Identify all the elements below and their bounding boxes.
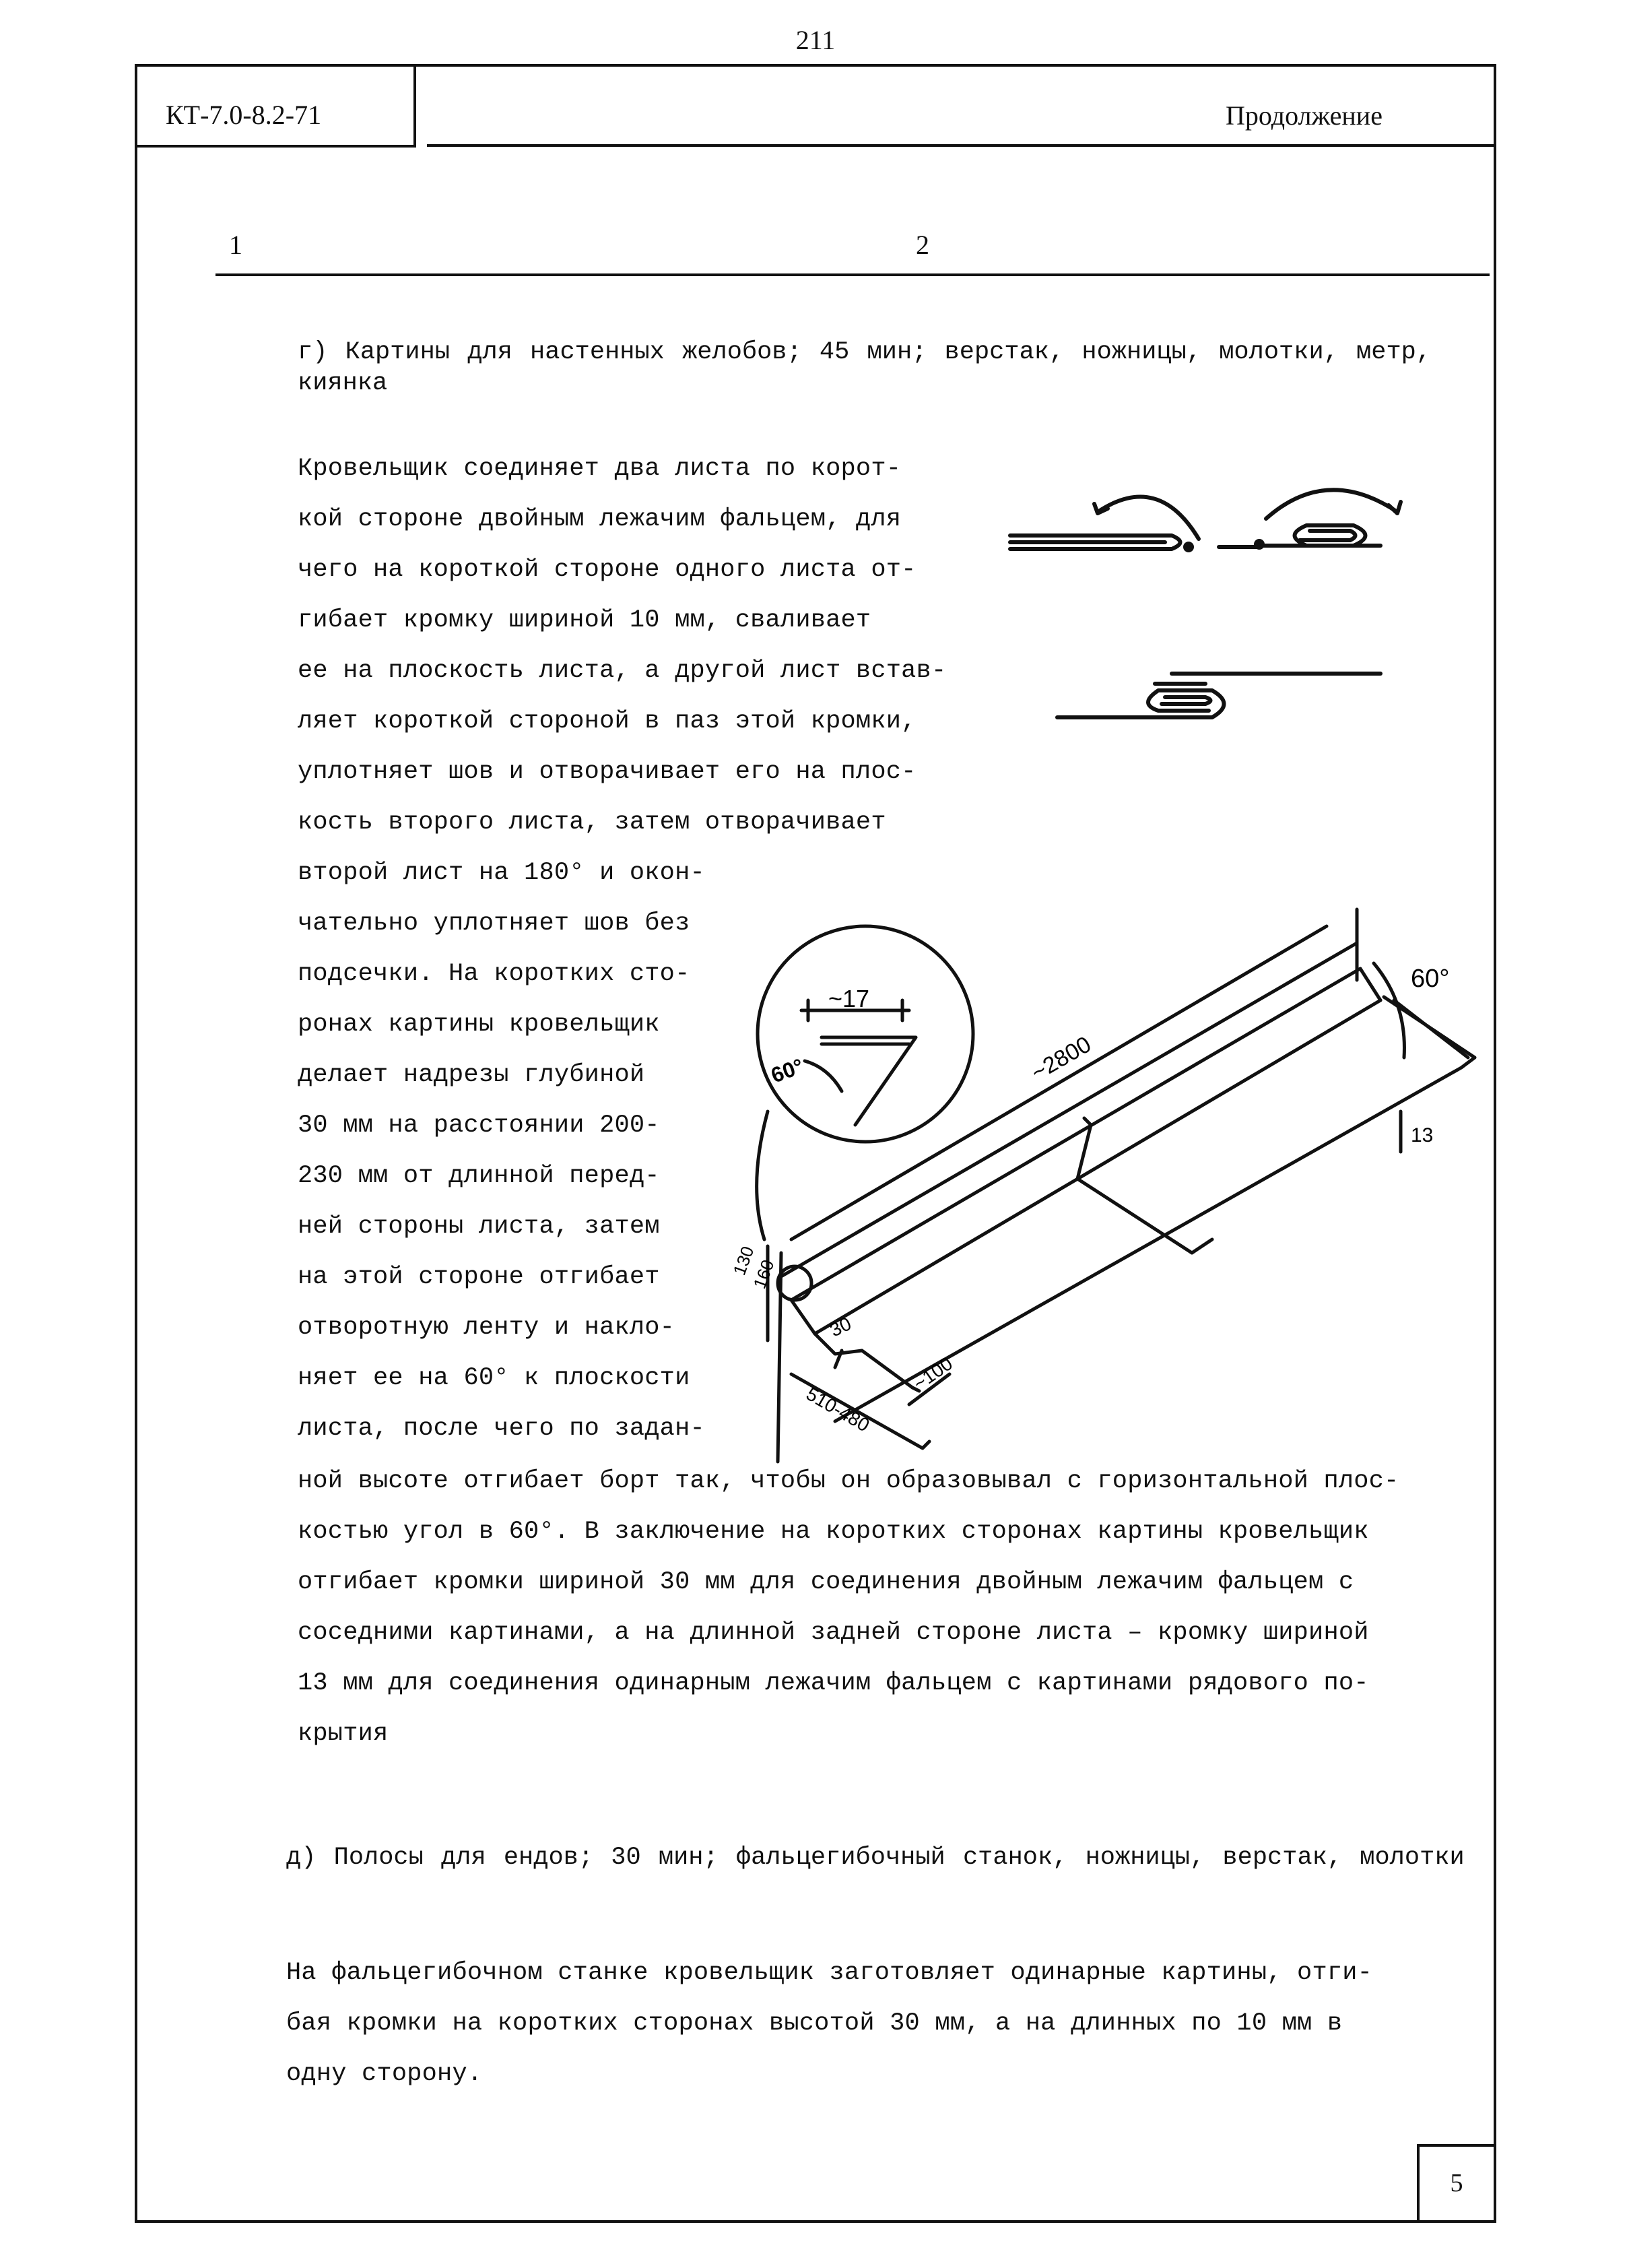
section-g-line: костью угол в 60°. В заключение на коротких сторонах картины кровельщик	[298, 1518, 1369, 1546]
sheet-corner-cut	[815, 1334, 912, 1388]
double-seam-outer	[1259, 525, 1366, 546]
length-label: ~2800	[1027, 1031, 1096, 1086]
final-seam-inner	[1162, 697, 1211, 704]
seam-folding-sequence-diagram	[1003, 472, 1475, 741]
pivot-dot	[1185, 544, 1192, 550]
rotation-arrow	[1266, 490, 1397, 519]
section-g-line: крытия	[298, 1720, 389, 1748]
header-rule	[427, 144, 1496, 147]
section-d-title: д) Полосы для ендов; 30 мин; фальцегибочный станок, ножницы, верстак, молотки	[286, 1844, 1465, 1872]
double-seam-inner	[1300, 531, 1356, 540]
back-edge-label: 13	[1411, 1124, 1434, 1146]
section-g-line: Кровельщик соединяет два листа по корот-	[298, 455, 902, 483]
cross-seam	[1077, 1125, 1212, 1253]
gutter-sheet-diagram	[727, 903, 1502, 1495]
column-header-rule	[215, 273, 1490, 276]
continuation-label: Продолжение	[1226, 100, 1383, 131]
sheet-back-fold	[791, 969, 1360, 1300]
document-code: КТ-7.0-8.2-71	[135, 64, 416, 148]
detail-width-label: ~17	[828, 985, 870, 1012]
section-d-line: На фальцегибочном станке кровельщик заготовляет одинарные картины, отги-	[286, 1959, 1373, 1987]
section-d-line: одну сторону.	[286, 2060, 483, 2088]
section-g-line: няет ее на 60° к плоскости	[298, 1364, 690, 1392]
section-g-line: уплотняет шов и отворачивает его на плос-	[298, 758, 917, 786]
strip-label: ~100	[909, 1353, 957, 1394]
section-g-line: листа, после чего по задан-	[298, 1415, 705, 1443]
column-number-2: 2	[916, 230, 929, 260]
section-g-line: ронах картины кровельщик	[298, 1010, 660, 1039]
detail-location-circle	[778, 1266, 811, 1300]
section-g-line: подсечки. На коротких сто-	[298, 960, 690, 988]
detail-angle-label: 60°	[768, 1054, 807, 1088]
section-g-line: ее на плоскость листа, а другой лист встав-	[298, 657, 947, 685]
width-label: 510-480	[803, 1383, 873, 1436]
section-g-line: ной высоте отгибает борт так, чтобы он образовывал с горизонтальной плос-	[298, 1467, 1399, 1495]
section-g-line: ней стороны листа, затем	[298, 1212, 660, 1241]
section-g-line: 30 мм на расстоянии 200-	[298, 1111, 660, 1140]
section-g-line: отворотную ленту и накло-	[298, 1314, 675, 1342]
cross-seam-top	[1084, 1118, 1091, 1125]
section-g-line: чательно уплотняет шов без	[298, 909, 690, 938]
arrow-head-icon	[1389, 502, 1401, 513]
sheet-number-box	[1417, 2144, 1496, 2223]
section-g-line: отгибает кромки шириной 30 мм для соединения двойным лежачим фальцем с	[298, 1568, 1354, 1596]
length-dimension-line	[791, 926, 1327, 1239]
section-g-title: г) Картины для настенных желобов; 45 мин; верстак, ножницы, молотки, метр, киянка	[298, 338, 1432, 398]
section-g-line: кость второго листа, затем отворачивает	[298, 808, 886, 837]
section-g-line: на этой стороне отгибает	[298, 1263, 660, 1291]
section-g-line: кой стороне двойным лежачим фальцем, для	[298, 505, 902, 533]
section-g-line: соседними картинами, а на длинной задней стороне листа – кромку шириной	[298, 1619, 1369, 1647]
sheet-number: 5	[1450, 2169, 1463, 2197]
height-b-label: 160	[749, 1257, 778, 1292]
rotation-arrow	[1098, 497, 1199, 540]
detail-angle-arc	[805, 1061, 842, 1091]
height-a-label: 130	[729, 1243, 758, 1278]
sheet-end-fold	[1360, 969, 1380, 1000]
column-number-1: 1	[229, 230, 242, 260]
side-angle-arc	[1374, 963, 1404, 1058]
side-angle-label: 60°	[1411, 965, 1450, 993]
section-g-line: делает надрезы глубиной	[298, 1061, 645, 1089]
section-g-line: 230 мм от длинной перед-	[298, 1162, 660, 1190]
section-g-line: ляет короткой стороной в паз этой кромки,	[298, 707, 917, 736]
section-g-line: второй лист на 180° и окон-	[298, 859, 705, 887]
detail-leader	[757, 1111, 768, 1239]
tab-label: 30	[826, 1313, 855, 1341]
section-g-line: 13 мм для соединения одинарным лежачим фальцем с картинами рядового по-	[298, 1669, 1369, 1697]
page-number: 211	[795, 25, 836, 55]
section-d-line: бая кромки на коротких сторонах высотой 30 мм, а на длинных по 10 мм в	[286, 2009, 1343, 2038]
section-g-line: гибает кромку шириной 10 мм, сваливает	[298, 606, 871, 635]
section-g-line: чего на короткой стороне одного листа от-	[298, 556, 917, 584]
